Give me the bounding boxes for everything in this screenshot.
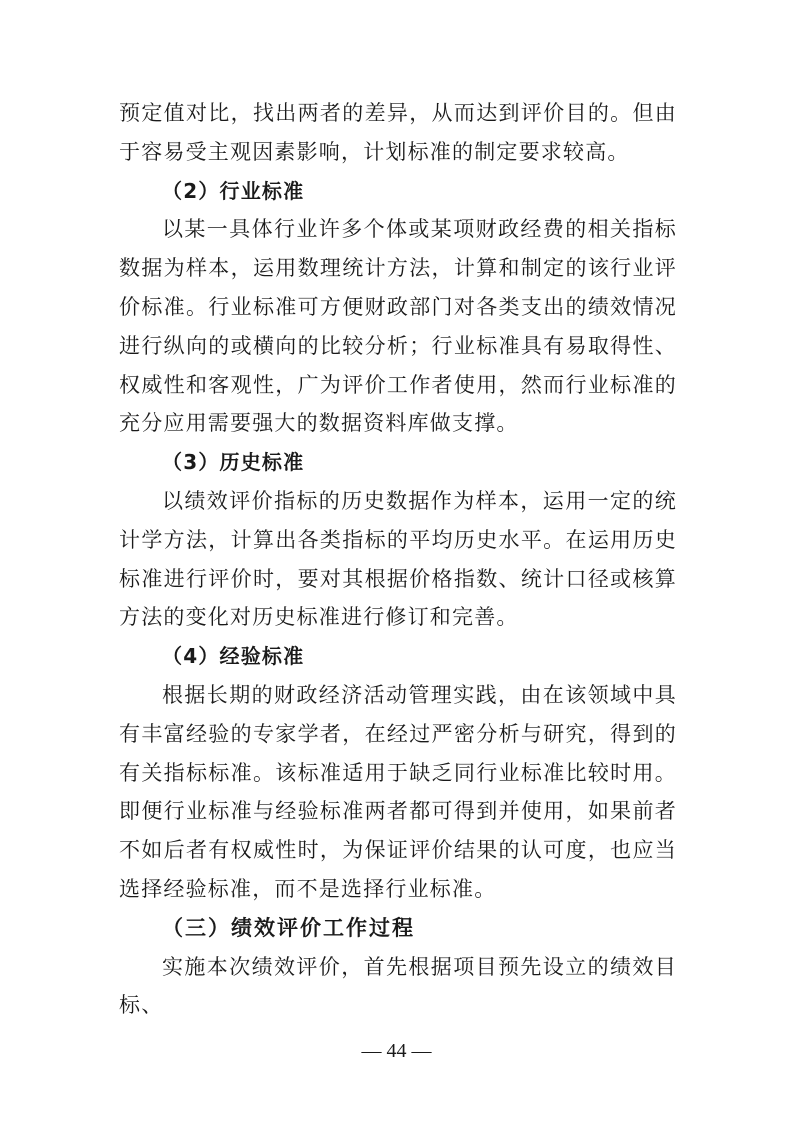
paragraph-experience-standard: 根据长期的财政经济活动管理实践，由在该领域中具有丰富经验的专家学者，在经过严密分析与研究，得到的有关指标标准。该标准适用于缺乏同行业标准比较时用。即便行业标准与经验标准两者都可得到并使用，如果前者不如后者有权威性时，为保证评价结果的认可度，也应当选择经验标准，而不是选择行业标准。 <box>119 682 677 901</box>
page-number: — 44 — <box>361 1040 432 1062</box>
paragraph-continued: 预定值对比，找出两者的差异，从而达到评价目的。但由于容易受主观因素影响，计划标准的制定要求较高。 <box>119 101 677 164</box>
subheading-industry-standard: （2）行业标准 <box>162 178 305 203</box>
paragraph-industry-standard: 以某一具体行业许多个体或某项财政经费的相关指标数据为样本，运用数理统计方法，计算和制定的该行业评价标准。行业标准可方便财政部门对各类支出的绩效情况进行纵向的或横向的比较分析；行业标准具有易取得性、权威性和客观性，广为评价工作者使用，然而行业标准的充分应用需要强大的数据资料库做支撑。 <box>119 217 677 436</box>
section-heading-evaluation-process: （三）绩效评价工作过程 <box>162 915 415 940</box>
subheading-historical-standard: （3）历史标准 <box>162 450 305 475</box>
paragraph-historical-standard: 以绩效评价指标的历史数据作为样本，运用一定的统计学方法，计算出各类指标的平均历史水平。在运用历史标准进行评价时，要对其根据价格指数、统计口径或核算方法的变化对历史标准进行修订和完善。 <box>119 488 677 630</box>
body-text <box>119 94 677 1025</box>
subheading-experience-standard: （4）经验标准 <box>162 644 305 669</box>
paragraph-evaluation-process: 实施本次绩效评价，首先根据项目预先设立的绩效目标、 <box>119 954 677 1018</box>
